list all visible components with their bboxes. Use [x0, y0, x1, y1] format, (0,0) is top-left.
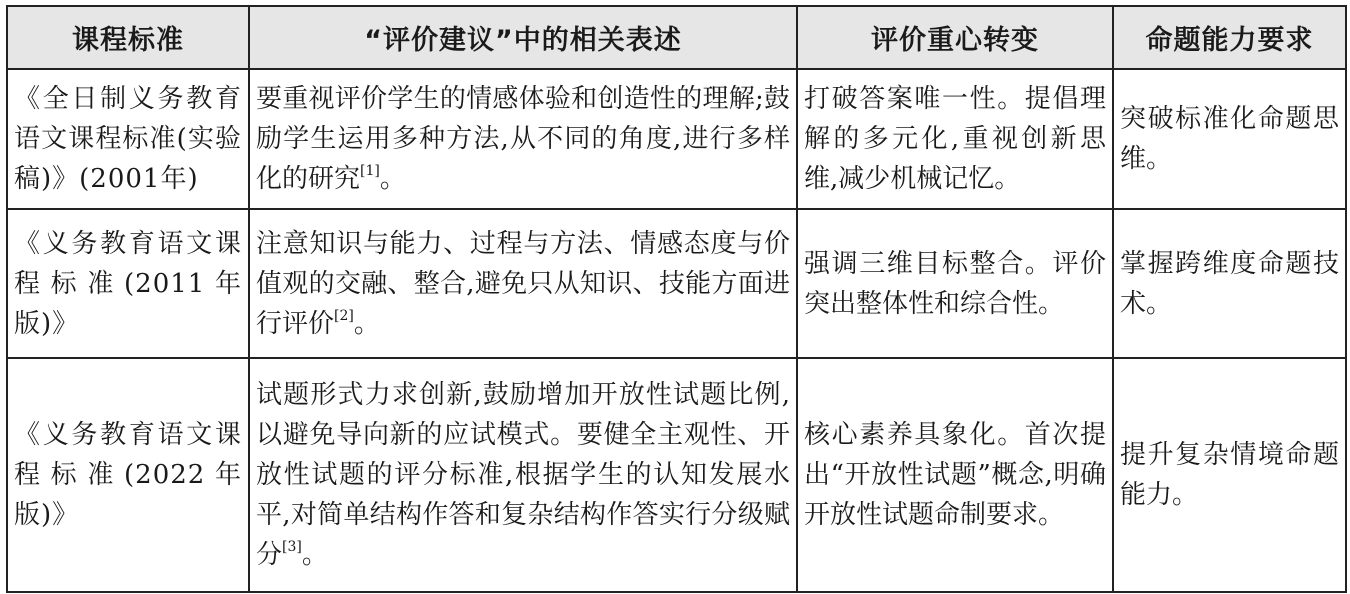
table-row: [7, 69, 1346, 209]
ability-cell: 掌握跨维度命题技术。: [1113, 209, 1346, 358]
citation-ref: [3]: [282, 539, 302, 555]
shift-cell: 核心素养具象化。首次提出“开放性试题”概念,明确开放性试题命制要求。: [797, 358, 1113, 592]
header-evaluation-shift: 评价重心转变: [797, 6, 1113, 69]
expression-end: 。: [301, 540, 328, 570]
header-ability-requirement: 命题能力要求: [1113, 6, 1346, 69]
expression-cell: [249, 69, 797, 209]
table-header-row: [7, 6, 1346, 69]
table-row: [7, 209, 1346, 358]
standards-comparison-table: [6, 5, 1347, 593]
header-course-standard: 课程标准: [7, 6, 249, 69]
ability-cell: 突破标准化命题思维。: [1113, 69, 1346, 209]
standard-cell: 《义务教育语文课程标准(2011年版)》: [7, 209, 249, 358]
expression-end: 。: [379, 164, 406, 194]
expression-cell: [249, 209, 797, 358]
expression-cell: [249, 358, 797, 592]
expression-end: 。: [353, 308, 380, 339]
table-row: [7, 358, 1346, 592]
expression-text: 注意知识与能力、过程与方法、情感态度与价值观的交融、整合,避免只从知识、技能方面进行评价: [256, 228, 790, 339]
standard-cell: 《全日制义务教育语文课程标准(实验稿)》(2001年): [7, 69, 249, 209]
citation-ref: [2]: [334, 307, 354, 324]
shift-cell: 打破答案唯一性。提倡理解的多元化,重视创新思维,减少机械记忆。: [797, 69, 1113, 209]
expression-text: 试题形式力求创新,鼓励增加开放性试题比例,以避免导向新的应试模式。要健全主观性、开放性试题的评分标准,根据学生的认知发展水平,对简单结构作答和复杂结构作答实行分级赋分: [256, 380, 790, 570]
ability-cell: 提升复杂情境命题能力。: [1113, 358, 1346, 592]
header-evaluation-expression: “评价建议”中的相关表述: [249, 6, 797, 69]
standard-cell: 《义务教育语文课程标准(2022年版)》: [7, 358, 249, 592]
shift-cell: 强调三维目标整合。评价突出整体性和综合性。: [797, 209, 1113, 358]
expression-text: 要重视评价学生的情感体验和创造性的理解;鼓励学生运用多种方法,从不同的角度,进行多样化的研究: [256, 84, 790, 194]
citation-ref: [1]: [360, 163, 380, 179]
